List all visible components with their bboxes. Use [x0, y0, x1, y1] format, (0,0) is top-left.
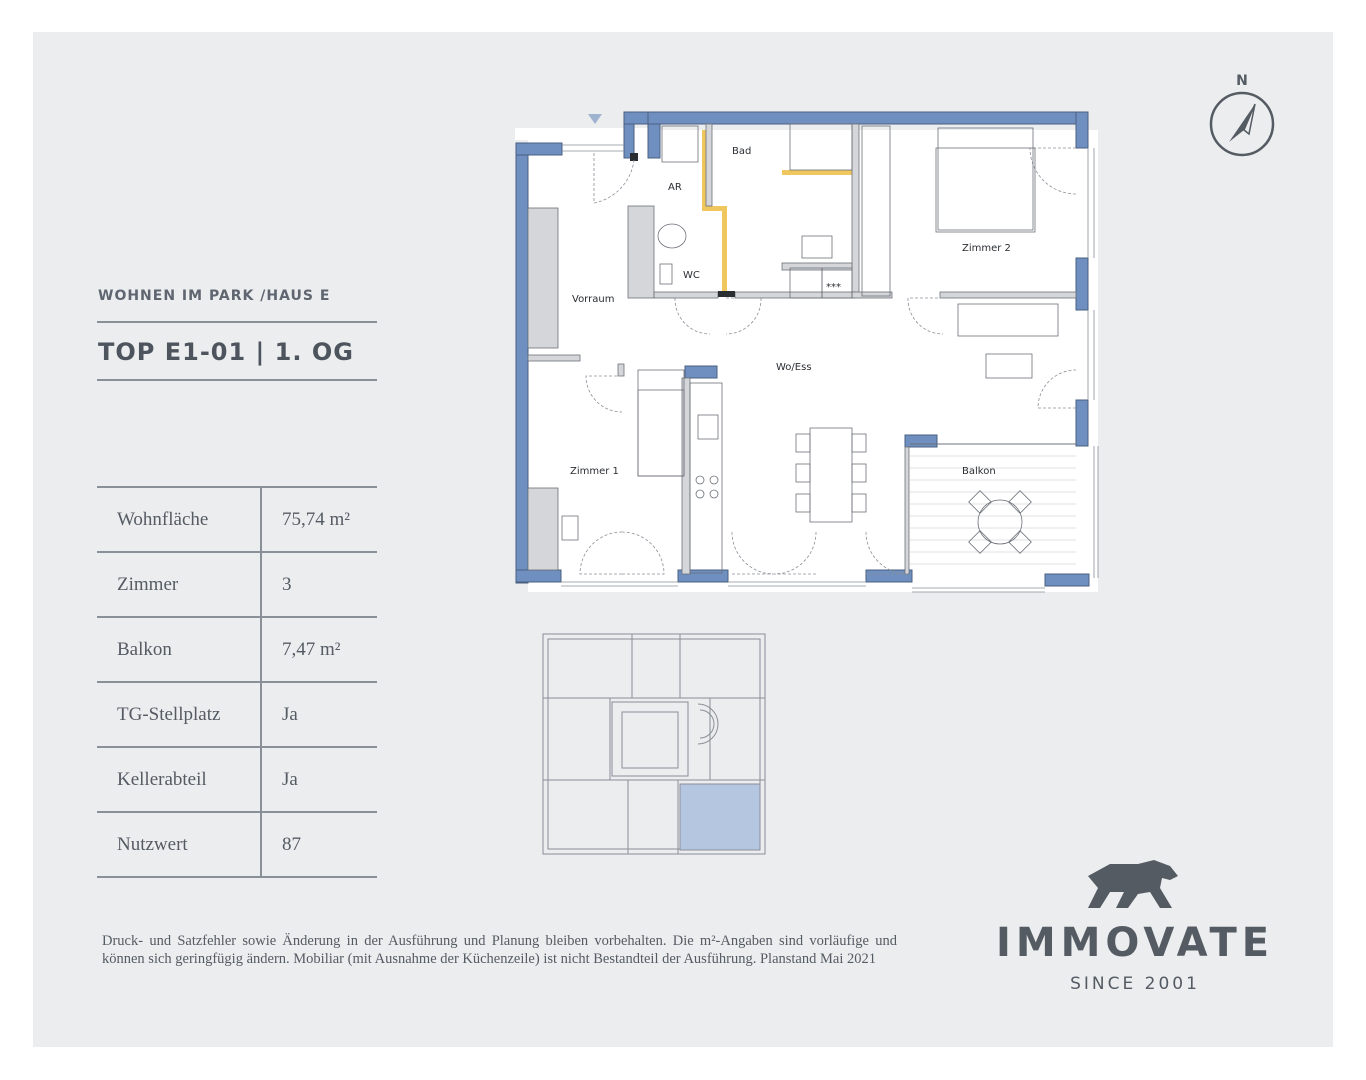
facts-row [97, 487, 377, 552]
fact-label: TG-Stellplatz [97, 682, 261, 747]
compass-label: N [1236, 73, 1248, 89]
room-label-bad: Bad [732, 146, 752, 157]
disclaimer-text: Druck- und Satzfehler sowie Änderung in der Ausführung und Planung bleiben vorbehalten. Die m²-Angaben sind vorläufige und können sich geringfügig ändern. Mobiliar (mit Ausnahme der Küchenzeile) ist nicht Bestandteil der Ausführung. Planstand Mai 2021 [102, 933, 897, 967]
project-name: WOHNEN IM PARK /HAUS E [98, 288, 331, 304]
facts-row [97, 812, 377, 877]
facts-row [97, 617, 377, 682]
stove-marks: *** [826, 282, 841, 293]
room-label-wo-ess: Wo/Ess [776, 362, 812, 373]
room-label-ar: AR [668, 182, 682, 193]
facts-row [97, 747, 377, 812]
room-label-balkon: Balkon [962, 466, 996, 477]
fact-value: Ja [261, 747, 377, 812]
fact-value: 7,47 m² [261, 617, 377, 682]
room-label-zimmer-1: Zimmer 1 [570, 466, 619, 477]
divider [97, 379, 377, 381]
unit-title: TOP E1-01 | 1. OG [98, 338, 354, 366]
fact-label: Balkon [97, 617, 261, 682]
floor-plan [510, 108, 1110, 608]
room-label-wc: WC [683, 270, 700, 281]
highlighted-unit [680, 784, 760, 850]
site-key-plan [540, 632, 768, 858]
fact-value: 3 [261, 552, 377, 617]
brand-block [990, 920, 1280, 994]
divider [97, 321, 377, 323]
fact-label: Zimmer [97, 552, 261, 617]
room-label-zimmer-2: Zimmer 2 [962, 243, 1011, 254]
brand-since: SINCE 2001 [1070, 974, 1200, 994]
lion-logo-icon [1082, 858, 1182, 914]
facts-row [97, 682, 377, 747]
fact-label: Wohnfläche [97, 487, 261, 552]
fact-label: Kellerabteil [97, 747, 261, 812]
fact-value: Ja [261, 682, 377, 747]
brand-name: IMMOVATE [995, 920, 1275, 966]
facts-row [97, 552, 377, 617]
fact-value: 87 [261, 812, 377, 877]
fact-value: 75,74 m² [261, 487, 377, 552]
fact-label: Nutzwert [97, 812, 261, 877]
facts-table [97, 486, 377, 878]
compass-north-icon [1205, 70, 1285, 166]
room-label-vorraum: Vorraum [572, 294, 615, 305]
